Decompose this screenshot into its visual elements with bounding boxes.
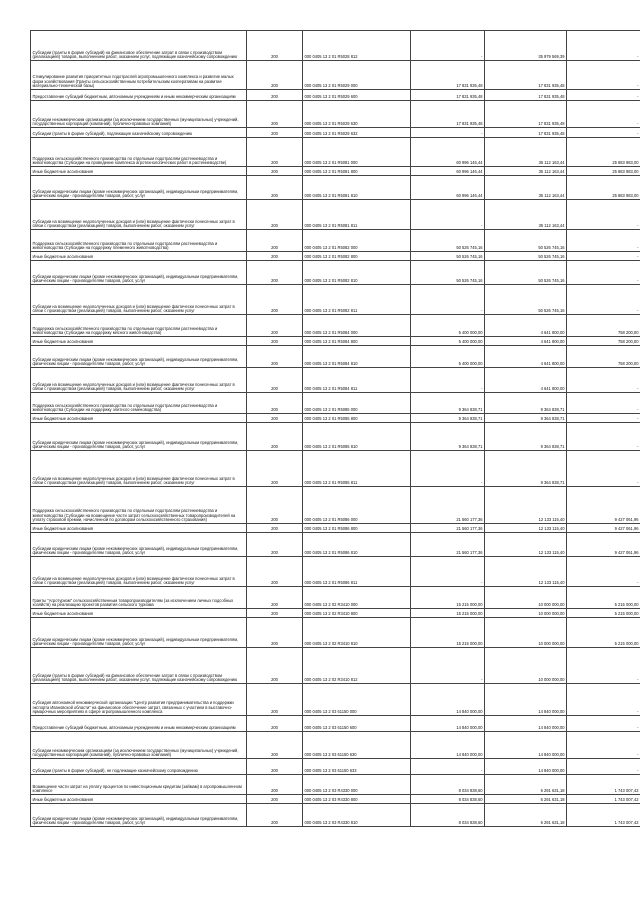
row-kbk-cell: 000 0405 13 2 01 R5086 800 [303,524,411,533]
row-name-cell: Возмещение части затрат на уплату процентов по инвестиционным кредитам (займам) в агропромышленном комплексе [31,775,247,795]
table-row [31,285,640,315]
row-remaining-cell: - [567,557,640,587]
row-kbk-cell: 000 0405 13 2 02 R3410 800 [303,609,411,618]
row-kbk-cell: 000 0405 13 2 01 R5085 811 [303,451,411,487]
row-name-cell: Иные бюджетные ассигнования [31,524,247,533]
row-executed-cell: 10 000 000,00 [485,609,567,618]
row-code-cell: 200 [247,252,303,261]
row-executed-cell: 12 133 115,40 [485,533,567,557]
table-row [31,795,640,804]
row-approved-cell: - [411,648,485,684]
row-kbk-cell: 000 0405 13 2 02 R3410 812 [303,648,411,684]
row-code-cell: 200 [247,524,303,533]
row-remaining-cell: 1 743 007,42 [567,775,640,795]
row-remaining-cell: 758 200,00 [567,315,640,337]
row-approved-cell: 21 560 177,36 [411,524,485,533]
table-row [31,587,640,609]
table-row [31,393,640,414]
row-kbk-cell: 000 0405 13 2 01 R5084 800 [303,337,411,346]
table-row [31,128,640,138]
row-executed-cell: 35 112 163,44 [485,176,567,200]
row-name-cell: Субсидии юридическим лицам (кроме некоммерческих организаций), индивидуальным предпринимателям, физическим лицам - производителям товаров, работ, услуг [31,346,247,368]
row-executed-cell: 14 840 000,00 [485,716,567,732]
row-code-cell: 200 [247,393,303,414]
row-kbk-cell: 000 0405 13 2 01 R5082 800 [303,252,411,261]
row-executed-cell: 50 526 745,16 [485,261,567,285]
row-code-cell: 200 [247,732,303,759]
row-name-cell: Стимулирование развития приоритетных подотраслей агропромышленного комплекса и развитие малых форм хозяйствования (Гранты сельскохозяйственным потребительским кооперативам на развитие материально-технической базы) [31,61,247,90]
row-code-cell: 200 [247,101,303,128]
row-remaining-cell: 1 743 007,42 [567,795,640,804]
row-kbk-cell: 000 0405 13 2 01 R5081 810 [303,176,411,200]
row-approved-cell: - [411,368,485,393]
row-executed-cell: 12 133 115,40 [485,557,567,587]
row-executed-cell: 17 831 935,48 [485,128,567,138]
row-remaining-cell: 25 883 983,00 [567,167,640,176]
row-code-cell: 200 [247,200,303,230]
row-kbk-cell: 000 0405 13 2 01 R5081 811 [303,200,411,230]
row-executed-cell: 17 831 935,48 [485,90,567,101]
row-remaining-cell: 5 215 000,00 [567,609,640,618]
row-remaining-cell: - [567,101,640,128]
table-row [31,423,640,451]
row-name-cell: Субсидии на возмещение недополученных доходов и (или) возмещение фактически понесенных затрат в связи с производством (реализацией) товаров, выполнением работ, оказанием услуг [31,557,247,587]
row-approved-cell: 60 996 146,44 [411,167,485,176]
row-name-cell: Поддержка сельскохозяйственного производства по отдельным подотраслям растениеводства и животноводства (Субсидии на возмещение части затрат сельскохозяйственных товаропроизводителей на уплату страховой премии, начисленной по договорам сельскохозяйственного страхования) [31,487,247,524]
row-name-cell: Субсидии на возмещение недополученных доходов и (или) возмещение фактически понесенных затрат в связи с производством (реализацией) товаров, выполнением работ, оказанием услуг [31,285,247,315]
row-executed-cell: 35 112 163,44 [485,167,567,176]
row-name-cell: Гранты "Агротуризм" сельскохозяйственным товаропроизводителям (за исключением личных подсобных хозяйств) на реализацию проектов развития сельского туризма [31,587,247,609]
row-kbk-cell: 000 0405 13 2 03 R4330 800 [303,795,411,804]
row-code-cell: 200 [247,61,303,90]
row-remaining-cell: - [567,648,640,684]
row-name-cell: Субсидии на возмещение недополученных доходов и (или) возмещение фактически понесенных затрат в связи с производством (реализацией) товаров, выполнением работ, оказанием услуг [31,368,247,393]
row-kbk-cell: 000 0405 13 2 01 R5082 811 [303,285,411,315]
row-kbk-cell: 000 0405 13 2 01 R5084 811 [303,368,411,393]
row-executed-cell: 10 000 000,00 [485,648,567,684]
row-executed-cell: 4 641 800,00 [485,346,567,368]
table-row [31,337,640,346]
table-row [31,524,640,533]
row-code-cell: 200 [247,128,303,138]
row-code-cell: 200 [247,716,303,732]
row-code-cell: 200 [247,346,303,368]
row-remaining-cell: - [567,200,640,230]
row-kbk-cell: 000 0405 13 2 01 R5029 630 [303,101,411,128]
row-name-cell: Субсидии юридическим лицам (кроме некоммерческих организаций), индивидуальным предпринимателям, физическим лицам - производителям товаров, работ, услуг [31,261,247,285]
table-row [31,732,640,759]
row-code-cell: 200 [247,176,303,200]
row-name-cell: Предоставление субсидий бюджетным, автономным учреждениям и иным некоммерческим организациям [31,716,247,732]
row-executed-cell: 35 112 163,44 [485,138,567,167]
row-kbk-cell: 000 0405 13 2 01 R5081 000 [303,138,411,167]
table-row [31,487,640,524]
table-row [31,167,640,176]
row-executed-cell: 12 133 115,40 [485,524,567,533]
row-kbk-cell: 000 0405 13 2 01 R5029 632 [303,128,411,138]
row-executed-cell: 50 526 745,16 [485,285,567,315]
budget-table-body [31,31,640,827]
row-executed-cell: 35 112 163,44 [485,200,567,230]
row-approved-cell: 21 560 177,36 [411,533,485,557]
table-row [31,31,640,61]
row-approved-cell: 5 400 000,00 [411,346,485,368]
row-executed-cell: 9 364 838,71 [485,414,567,423]
row-remaining-cell: - [567,414,640,423]
row-name-cell: Субсидии юридическим лицам (кроме некоммерческих организаций), индивидуальным предпринимателям, физическим лицам - производителям товаров, работ, услуг [31,804,247,827]
row-code-cell: 200 [247,795,303,804]
row-kbk-cell: 000 0405 13 2 01 R5085 800 [303,414,411,423]
row-remaining-cell: 9 427 061,96 [567,524,640,533]
table-row [31,775,640,795]
row-code-cell: 200 [247,804,303,827]
row-remaining-cell: 5 215 000,00 [567,618,640,648]
row-executed-cell: 14 840 000,00 [485,732,567,759]
row-executed-cell: 12 133 115,40 [485,487,567,524]
row-kbk-cell: 000 0405 13 2 03 61150 630 [303,732,411,759]
budget-table [30,30,640,827]
row-remaining-cell: - [567,31,640,61]
row-kbk-cell: 000 0405 13 2 01 R5028 812 [303,31,411,61]
row-kbk-cell: 000 0405 13 2 01 R5086 811 [303,557,411,587]
row-remaining-cell: - [567,684,640,716]
row-executed-cell: 9 364 838,71 [485,423,567,451]
row-executed-cell: 4 641 800,00 [485,337,567,346]
table-row [31,618,640,648]
row-executed-cell: 10 000 000,00 [485,618,567,648]
row-approved-cell: - [411,557,485,587]
row-name-cell: Иные бюджетные ассигнования [31,167,247,176]
row-remaining-cell: - [567,252,640,261]
row-remaining-cell: - [567,423,640,451]
row-code-cell: 200 [247,337,303,346]
row-executed-cell: 14 840 000,00 [485,759,567,775]
table-row [31,451,640,487]
row-name-cell: Субсидии (гранты в форме субсидий) на финансовое обеспечение затрат в связи с производством (реализацией) товаров, выполнением работ, оказанием услуг, подлежащие казначейскому сопровождению [31,648,247,684]
row-remaining-cell: - [567,128,640,138]
row-approved-cell: 50 526 745,16 [411,261,485,285]
row-kbk-cell: 000 0405 13 2 01 R5084 000 [303,315,411,337]
table-row [31,648,640,684]
row-code-cell: 200 [247,230,303,252]
table-row [31,368,640,393]
row-approved-cell: 17 831 935,48 [411,61,485,90]
row-approved-cell: 14 840 000,00 [411,732,485,759]
row-kbk-cell: 000 0405 13 2 01 R5085 000 [303,393,411,414]
row-name-cell: Субсидии юридическим лицам (кроме некоммерческих организаций), индивидуальным предпринимателям, физическим лицам - производителям товаров, работ, услуг [31,176,247,200]
row-name-cell: Субсидии (гранты в форме субсидий) на финансовое обеспечение затрат в связи с производством (реализацией) товаров, выполнением работ, оказанием услуг, подлежащие казначейскому сопровождению [31,31,247,61]
row-code-cell: 200 [247,487,303,524]
row-approved-cell: 17 831 935,48 [411,90,485,101]
row-kbk-cell: 000 0405 13 2 01 R5082 810 [303,261,411,285]
row-code-cell: 200 [247,261,303,285]
row-approved-cell: - [411,31,485,61]
row-executed-cell: 17 831 935,48 [485,101,567,128]
row-kbk-cell: 000 0405 13 2 01 R5082 000 [303,230,411,252]
row-code-cell: 200 [247,533,303,557]
row-code-cell: 200 [247,587,303,609]
row-approved-cell: 8 034 838,60 [411,775,485,795]
row-kbk-cell: 000 0405 13 2 03 61150 633 [303,759,411,775]
row-kbk-cell: 000 0405 13 2 01 R5086 810 [303,533,411,557]
row-kbk-cell: 000 0405 13 2 03 61150 000 [303,684,411,716]
row-remaining-cell: - [567,393,640,414]
table-row [31,716,640,732]
row-name-cell: Субсидии на возмещение недополученных доходов и (или) возмещение фактически понесенных затрат в связи с производством (реализацией) товаров, выполнением работ, оказанием услуг [31,200,247,230]
row-code-cell: 200 [247,368,303,393]
row-executed-cell: 10 000 000,00 [485,587,567,609]
row-approved-cell: 5 400 000,00 [411,315,485,337]
table-row [31,609,640,618]
row-code-cell: 200 [247,414,303,423]
table-row [31,176,640,200]
row-executed-cell: 6 291 631,18 [485,795,567,804]
row-name-cell: Предоставление субсидий бюджетным, автономным учреждениям и иным некоммерческим организациям [31,90,247,101]
row-approved-cell: 8 034 838,60 [411,804,485,827]
row-approved-cell: 15 215 000,00 [411,618,485,648]
row-name-cell: Поддержка сельскохозяйственного производства по отдельным подотраслям растениеводства и животноводства (Субсидии на поддержку элитного семеноводства) [31,393,247,414]
row-executed-cell: 35 979 569,39 [485,31,567,61]
table-row [31,533,640,557]
row-approved-cell: 9 364 838,71 [411,423,485,451]
row-kbk-cell: 000 0405 13 2 01 R5085 810 [303,423,411,451]
row-name-cell: Иные бюджетные ассигнования [31,252,247,261]
row-kbk-cell: 000 0405 13 2 01 R5029 600 [303,90,411,101]
row-kbk-cell: 000 0405 13 2 02 R3410 000 [303,587,411,609]
row-approved-cell: 60 996 146,44 [411,176,485,200]
row-remaining-cell: - [567,732,640,759]
row-executed-cell: 9 364 838,71 [485,393,567,414]
row-approved-cell: 50 526 745,16 [411,252,485,261]
table-row [31,138,640,167]
row-name-cell: Иные бюджетные ассигнования [31,609,247,618]
row-approved-cell: 8 034 838,60 [411,795,485,804]
row-code-cell: 200 [247,167,303,176]
row-name-cell: Субсидии юридическим лицам (кроме некоммерческих организаций), индивидуальным предпринимателям, физическим лицам - производителям товаров, работ, услуг [31,618,247,648]
table-row [31,414,640,423]
row-name-cell: Субсидии некоммерческим организациям (за исключением государственных (муниципальных) учреждений, государственных корпораций (компаний), публично-правовых компаний) [31,101,247,128]
row-approved-cell: - [411,285,485,315]
row-remaining-cell: - [567,230,640,252]
row-remaining-cell: - [567,759,640,775]
table-row [31,759,640,775]
row-name-cell: Субсидии юридическим лицам (кроме некоммерческих организаций), индивидуальным предпринимателям, физическим лицам - производителям товаров, работ, услуг [31,423,247,451]
row-executed-cell: 50 526 745,16 [485,230,567,252]
row-code-cell: 200 [247,31,303,61]
row-name-cell: Поддержка сельскохозяйственного производства по отдельным подотраслям растениеводства и животноводства (Субсидии на поддержку племенного животноводства) [31,230,247,252]
row-remaining-cell: - [567,285,640,315]
row-executed-cell: 4 641 800,00 [485,368,567,393]
row-code-cell: 200 [247,285,303,315]
row-kbk-cell: 000 0405 13 2 03 R4330 810 [303,804,411,827]
row-executed-cell: 6 291 631,18 [485,804,567,827]
row-code-cell: 200 [247,618,303,648]
row-code-cell: 200 [247,557,303,587]
row-executed-cell: 17 831 935,48 [485,61,567,90]
row-approved-cell: - [411,200,485,230]
table-row [31,261,640,285]
row-kbk-cell: 000 0405 13 2 01 R5084 810 [303,346,411,368]
table-row [31,90,640,101]
row-name-cell: Поддержка сельскохозяйственного производства по отдельным подотраслям растениеводства и животноводства (Субсидии на поддержку мясного животноводства) [31,315,247,337]
row-name-cell: Субсидии (гранты в форме субсидий), не подлежащие казначейскому сопровождению [31,759,247,775]
row-remaining-cell: 758 200,00 [567,337,640,346]
row-code-cell: 200 [247,759,303,775]
row-remaining-cell: - [567,261,640,285]
row-approved-cell: 21 560 177,36 [411,487,485,524]
row-approved-cell: 14 840 000,00 [411,716,485,732]
table-row [31,101,640,128]
row-remaining-cell: - [567,90,640,101]
row-remaining-cell: 9 427 061,96 [567,487,640,524]
row-approved-cell: 15 215 000,00 [411,587,485,609]
row-remaining-cell: - [567,368,640,393]
table-row [31,684,640,716]
row-approved-cell: - [411,128,485,138]
table-row [31,230,640,252]
row-code-cell: 200 [247,775,303,795]
table-row [31,315,640,337]
row-name-cell: Субсидия автономной некоммерческой организации "Центр развития предпринимательства и поддержки экспорта Ивановской области" на финансовое обеспечение затрат, связанных с участием в выставочно-ярмарочных мероприятиях в сфере агропромышленного комплекса [31,684,247,716]
row-approved-cell: - [411,451,485,487]
row-approved-cell: 9 364 838,71 [411,393,485,414]
row-name-cell: Субсидии юридическим лицам (кроме некоммерческих организаций), индивидуальным предпринимателям, физическим лицам - производителям товаров, работ, услуг [31,533,247,557]
row-name-cell: Субсидии на возмещение недополученных доходов и (или) возмещение фактически понесенных затрат в связи с производством (реализацией) товаров, выполнением работ, оказанием услуг [31,451,247,487]
row-remaining-cell: 1 743 007,42 [567,804,640,827]
table-row [31,557,640,587]
row-name-cell: Поддержка сельскохозяйственного производства по отдельным подотраслям растениеводства и животноводства (Субсидии на проведение комплекса агротехнологических работ в растениеводстве) [31,138,247,167]
row-kbk-cell: 000 0405 13 2 03 R4330 000 [303,775,411,795]
row-kbk-cell: 000 0405 13 2 03 61150 600 [303,716,411,732]
row-remaining-cell: 758 200,00 [567,346,640,368]
table-row [31,804,640,827]
row-code-cell: 200 [247,90,303,101]
row-approved-cell: 5 400 000,00 [411,337,485,346]
row-name-cell: Иные бюджетные ассигнования [31,337,247,346]
row-remaining-cell: 9 427 061,96 [567,533,640,557]
row-executed-cell: 9 364 838,71 [485,451,567,487]
row-remaining-cell: - [567,451,640,487]
row-name-cell: Иные бюджетные ассигнования [31,795,247,804]
row-approved-cell: 50 526 745,16 [411,230,485,252]
row-executed-cell: 14 840 000,00 [485,684,567,716]
row-executed-cell: 4 641 800,00 [485,315,567,337]
table-row [31,252,640,261]
table-row [31,346,640,368]
row-code-cell: 200 [247,138,303,167]
row-approved-cell: 15 215 000,00 [411,609,485,618]
row-approved-cell: 60 996 146,44 [411,138,485,167]
row-code-cell: 200 [247,315,303,337]
row-approved-cell: 14 840 000,00 [411,684,485,716]
row-name-cell: Иные бюджетные ассигнования [31,414,247,423]
row-approved-cell: 17 831 935,48 [411,101,485,128]
row-approved-cell: - [411,759,485,775]
row-executed-cell: 6 291 631,18 [485,775,567,795]
row-remaining-cell: - [567,61,640,90]
row-approved-cell: 9 364 838,71 [411,414,485,423]
row-code-cell: 200 [247,423,303,451]
row-code-cell: 200 [247,684,303,716]
row-remaining-cell: - [567,716,640,732]
row-name-cell: Субсидии некоммерческим организациям (за исключением государственных (муниципальных) учреждений, государственных корпораций (компаний), публично-правовых компаний) [31,732,247,759]
row-code-cell: 200 [247,451,303,487]
row-kbk-cell: 000 0405 13 2 01 R5086 000 [303,487,411,524]
table-row [31,200,640,230]
row-kbk-cell: 000 0405 13 2 01 R5029 000 [303,61,411,90]
row-remaining-cell: 5 215 000,00 [567,587,640,609]
row-remaining-cell: 25 883 983,00 [567,138,640,167]
row-name-cell: Субсидии (гранты в форме субсидий), подлежащие казначейскому сопровождению [31,128,247,138]
row-remaining-cell: 25 883 983,00 [567,176,640,200]
row-code-cell: 200 [247,609,303,618]
row-code-cell: 200 [247,648,303,684]
row-kbk-cell: 000 0405 13 2 01 R5081 800 [303,167,411,176]
row-executed-cell: 50 526 745,16 [485,252,567,261]
table-row [31,61,640,90]
row-kbk-cell: 000 0405 13 2 02 R3410 810 [303,618,411,648]
